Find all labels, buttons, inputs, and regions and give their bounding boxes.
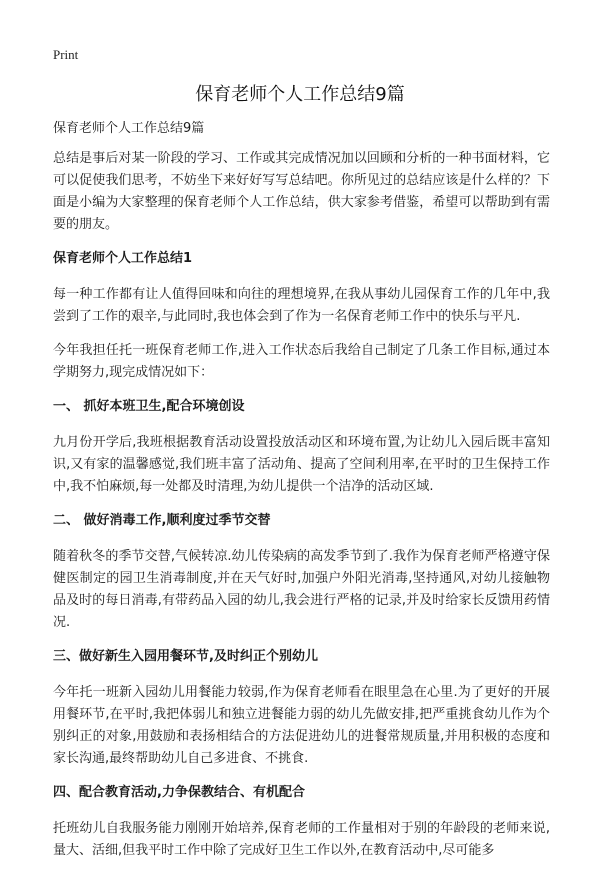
paragraph: 九月份开学后,我班根据教育活动设置投放活动区和环境布置,为让幼儿入园后既丰富知识,又有家的温馨感觉,我们班丰富了活动角、提高了空间利用率,在平时的卫生保持工作中,我不怕麻烦,每一处都及时清理,为幼儿提供一个洁净的活动区域. [53, 435, 550, 494]
paragraph: 今年我担任托一班保育老师工作,进入工作状态后我给自己制定了几条工作目标,通过本学期努力,现完成情况如下： [53, 343, 550, 380]
intro-paragraph: 总结是事后对某一阶段的学习、工作或其完成情况加以回顾和分析的一种书面材料，它可以促使我们思考，不妨坐下来好好写写总结吧。你所见过的总结应该是什么样的？下面是小编为大家整理的保育老师个人工作总结，供大家参考借鉴，希望可以帮助到有需要的朋友。 [53, 151, 550, 232]
print-link[interactable]: Print [53, 47, 79, 62]
section-heading: 二、 做好消毒工作,顺利度过季节交替 [53, 513, 271, 528]
section-heading: 四、配合教育活动,力争保教结合、有机配合 [53, 785, 305, 800]
article-body [53, 118, 550, 874]
section-heading: 一、 抓好本班卫生,配合环境创设 [53, 399, 245, 414]
paragraph: 每一种工作都有让人值得回味和向往的理想境界,在我从事幼儿园保育工作的几年中,我尝到了工作的艰辛,与此同时,我也体会到了作为一名保育老师工作中的快乐与平凡. [53, 287, 550, 324]
article-subtitle: 保育老师个人工作总结9篇 [53, 121, 205, 136]
section-heading: 保育老师个人工作总结1 [53, 251, 193, 266]
paragraph: 随着秋冬的季节交替,气候转凉.幼儿传染病的高发季节到了.我作为保育老师严格遵守保健医制定的园卫生消毒制度,并在天气好时,加强户外阳光消毒,坚持通风,对幼儿接触物品及时的每日消毒,有带药品入园的幼儿,我会进行严格的记录,并及时给家长反馈用药情况. [53, 549, 550, 630]
page-title: 保育老师个人工作总结9篇 [195, 84, 405, 105]
section-heading: 三、做好新生入园用餐环节,及时纠正个别幼儿 [53, 649, 318, 664]
paragraph: 今年托一班新入园幼儿用餐能力较弱,作为保育老师看在眼里急在心里.为了更好的开展用餐环节,在平时,我把体弱儿和独立进餐能力弱的幼儿先做安排,把严重挑食幼儿作为个别纠正的对象,用鼓励和表扬相结合的方法促进幼儿的进餐常规质量,并用积极的态度和家长沟通,最终帮助幼儿自己多进食、不挑食. [53, 685, 550, 766]
paragraph: 托班幼儿自我服务能力刚刚开始培养,保育老师的工作量相对于别的年龄段的老师来说,量大、活细,但我平时工作中除了完成好卫生工作以外,在教育活动中,尽可能多 [53, 821, 550, 858]
